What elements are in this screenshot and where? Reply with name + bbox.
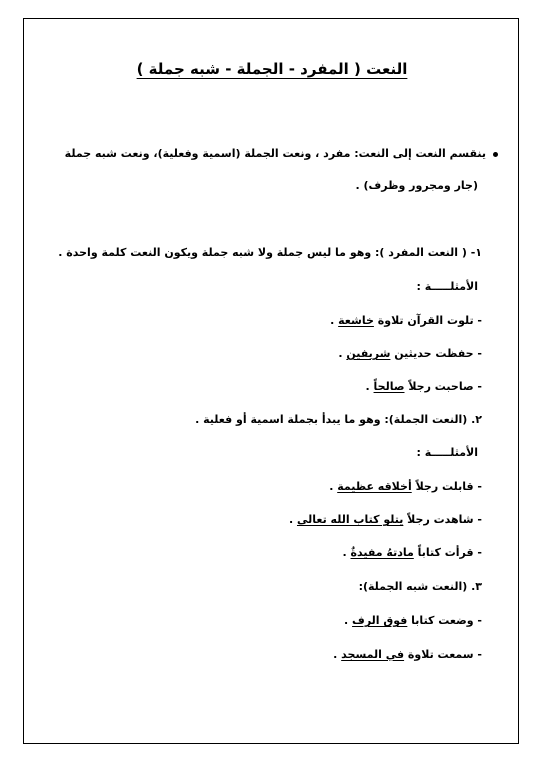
example-highlight: خاشعة <box>338 314 374 327</box>
section1-heading: ١- ( النعت المفرد ): وهو ما ليس جملة ولا شبه جملة ويكون النعت كلمة واحدة . <box>58 246 482 259</box>
intro-line-1: ينقسم النعت إلى النعت: مفرد ، ونعت الجملة (اسمية وفعلية)، ونعت شبه جملة <box>64 147 486 160</box>
section3-example-1: - وضعت كتابا فوق الرف . <box>344 614 482 627</box>
section1-example-2: - حفظت حديثين شريفين . <box>338 347 482 360</box>
section3-heading: ٣. (النعت شبه الجملة): <box>358 580 482 593</box>
section3-example-2: - سمعت تلاوة في المسجد . <box>333 648 482 661</box>
page-title <box>0 60 544 78</box>
section2-example-3: - قرأت كتاباً مادتهُ مفيدةٌ . <box>342 546 482 559</box>
section1-example-1: - تلوت القرآن تلاوة خاشعة . <box>330 314 482 327</box>
example-highlight: يتلو كتاب الله تعالى <box>296 513 404 526</box>
example-highlight: أخلاقه عظيمة <box>337 480 412 493</box>
example-highlight: شريفين <box>346 347 391 360</box>
bullet-icon <box>493 152 498 157</box>
section2-heading: ٢. (النعت الجملة): وهو ما يبدأ بجملة اسمية أو فعلية . <box>195 413 482 426</box>
section2-example-2: - شاهدت رجلاً يتلو كتاب الله تعالى . <box>288 513 482 526</box>
example-highlight: فوق الرف <box>352 614 408 627</box>
example-highlight: مادتهُ مفيدةٌ <box>350 546 414 559</box>
example-highlight: في المسجد <box>341 648 405 661</box>
section2-example-1: - قابلت رجلاً أخلاقه عظيمة . <box>329 480 482 493</box>
section2-examples-label: الأمثلـــــة : <box>416 446 478 459</box>
section1-examples-label: الأمثلـــــة : <box>416 280 478 293</box>
example-highlight: صالحاً <box>373 380 405 393</box>
intro-line-2: (جار ومجرور وظرف) . <box>355 179 478 192</box>
section1-example-3: - صاحبت رجلاً صالحاً . <box>365 380 482 393</box>
page-title-text: النعت ( المفرد - الجملة - شبه جملة ) <box>136 60 408 78</box>
